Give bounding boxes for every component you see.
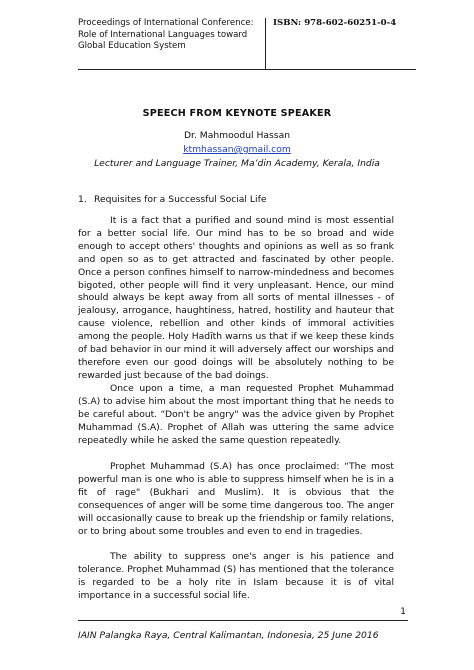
header-rule	[78, 69, 416, 70]
proceedings-title-line: Global Education System	[78, 41, 186, 51]
header-divider	[265, 18, 266, 70]
isbn: ISBN: 978-602-60251-0-4	[273, 18, 397, 28]
footer-rule	[78, 620, 408, 621]
author-email-link[interactable]: ktmhassan@gmail.com	[183, 144, 291, 155]
paper-title: SPEECH FROM KEYNOTE SPEAKER	[142, 108, 332, 119]
body-paragraph: Once upon a time, a man requested Prophet Muhammad (S.A) to advise him about the most important thing that he needs to be careful about. “Don't be angry" was the advice given by Prophet Muhammad (S.A). Prophet of Allah was uttering the same advice repeatedly while he asked the same question repeatedly.	[78, 383, 394, 446]
running-header	[78, 18, 416, 70]
section-heading	[78, 194, 266, 205]
page-number: 1	[400, 606, 406, 617]
body-paragraph: Prophet Muhammad (S.A) has once proclaimed: “The most powerful man is one who is able to suppress himself when he is in a fit of rage" (Bukhari and Muslim). It is obvious that the consequences of anger will be some time dangerous too. The anger will occasionally cause to break up the friendship or family relations, or to bring about some troubles and even to end in tragedies.	[78, 461, 394, 537]
proceedings-title-line: Proceedings of International Conference:	[78, 18, 254, 28]
author-name: Dr. Mahmoodul Hassan	[183, 130, 291, 141]
proceedings-title	[78, 18, 264, 69]
section-title: Requisites for a Successful Social Life	[94, 194, 267, 205]
proceedings-title-line: Role of International Languages toward	[78, 29, 248, 40]
running-footer: IAIN Palangka Raya, Central Kalimantan, Indonesia, 25 June 2016	[78, 630, 379, 641]
section-number: 1.	[78, 194, 87, 205]
body-paragraph: The ability to suppress one's anger is his patience and tolerance. Prophet Muhammad (S) has mentioned that the tolerance is regarded to be a holy rite in Islam because it is of vital importance in a successful social life.	[78, 551, 394, 601]
body-paragraph: It is a fact that a purified and sound mind is most essential for a better social life. Our mind has to be so broad and wide enough to accept others' thoughts and opinions as well as so frank and open so as to get attracted and fascinated by other people. Once a person confines himself to narrow-mindedness and becomes bigoted, other people will find it very unpleasant. Hence, our mind should always be kept away from all sorts of mental illnesses - of jealousy, arrogance, haughtiness, hatred, hostility and hauteur that cause violence, rebellion and other kinds of immoral activities among the people. Holy Hadīth warns us that if we keep these kinds of bad behavior in our mind it will adversely affect our worships and therefore even our good doings will be absolutely nothing to be rewarded just because of the bad doings.	[78, 215, 394, 381]
author-affiliation: Lecturer and Language Trainer, Ma’din Academy, Kerala, India	[94, 158, 380, 169]
